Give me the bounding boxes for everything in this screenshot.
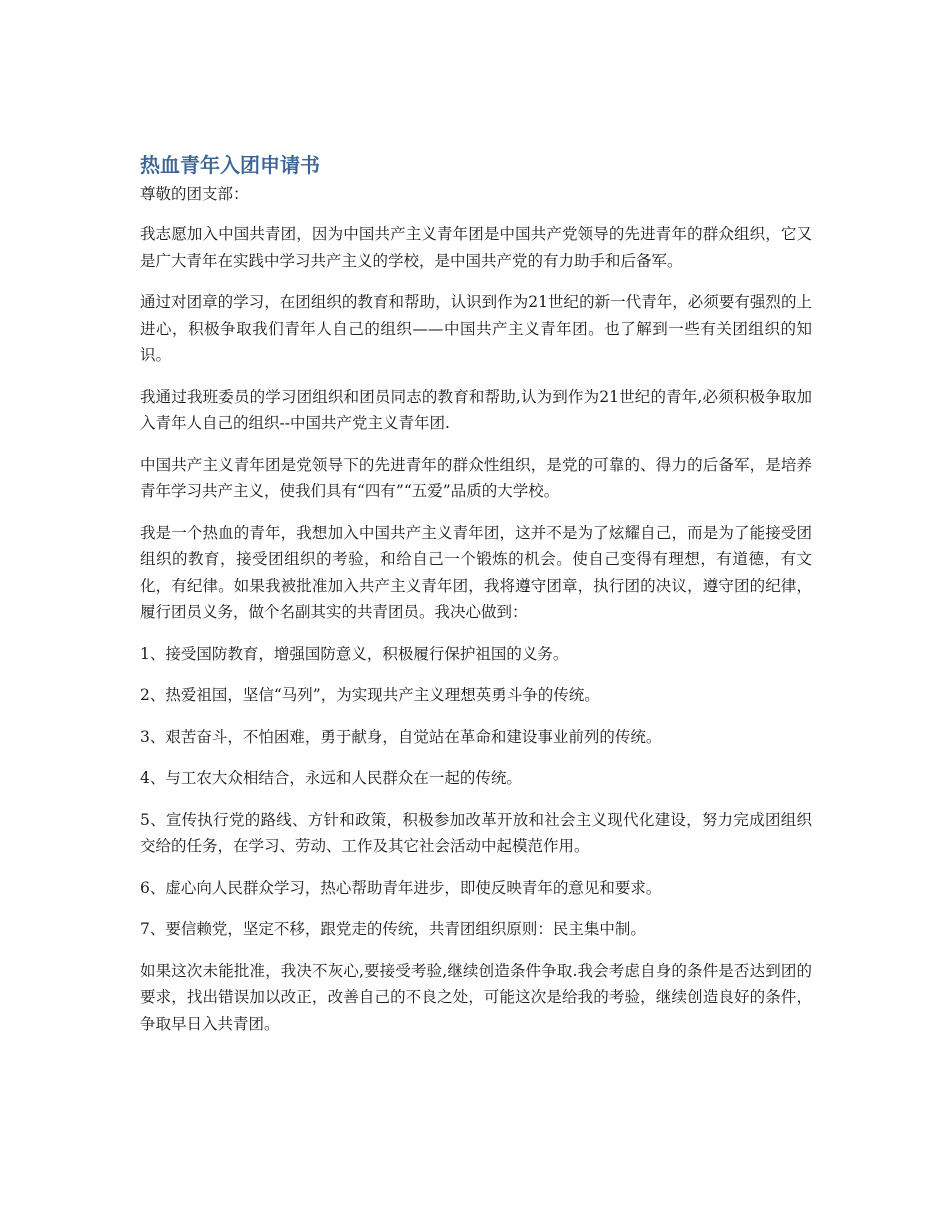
list-item-6: 6、虚心向人民群众学习，热心帮助青年进步，即使反映青年的意见和要求。 [140,878,662,897]
paragraph-study: 通过对团章的学习，在团组织的教育和帮助，认识到作为21世纪的新一代青年，必须要有强烈的上进心，积极争取我们青年人自己的组织——中国共产主义青年团。也了解到一些有关团组织的知识。 [140,293,812,364]
salutation: 尊敬的团支部： [140,185,249,203]
paragraph-intro: 我志愿加入中国共青团，因为中国共产主义青年团是中国共产党领导的先进青年的群众组织，它又是广大青年在实践中学习共产主义的学校，是中国共产党的有力助手和后备军。 [140,225,812,270]
document-title: 热血青年入团申请书 [140,153,320,177]
paragraph-closing: 如果这次未能批准，我决不灰心,要接受考验,继续创造条件争取.我会考虑自身的条件是否达到团的要求，找出错误加以改正，改善自己的不良之处，可能这次是给我的考验，继续创造良好的条件，争取早日入共青团。 [140,961,812,1033]
list-item-1: 1、接受国防教育，增强国防意义，积极履行保护祖国的义务。 [140,644,569,663]
list-item-3: 3、艰苦奋斗，不怕困难，勇于献身，自觉站在革命和建设事业前列的传统。 [140,727,662,746]
list-item-2: 2、热爱祖国，坚信“马列”，为实现共产主义理想英勇斗争的传统。 [140,686,600,704]
list-item-4: 4、与工农大众相结合，永远和人民群众在一起的传统。 [140,769,522,787]
paragraph-league-nature: 中国共产主义青年团是党领导下的先进青年的群众性组织，是党的可靠的、得力的后备军，是培养青年学习共产主义，使我们具有“四有”“五爱”品质的大学校。 [140,455,812,500]
document-body [140,151,812,1052]
paragraph-motivation: 我是一个热血的青年，我想加入中国共产主义青年团，这并不是为了炫耀自己，而是为了能接受团组织的教育，接受团组织的考验，和给自己一个锻炼的机会。使自己变得有理想，有道德，有文化，有纪律。如果我被批准加入共产主义青年团，我将遵守团章，执行团的决议，遵守团的纪律，履行团员义务，做个名副其实的共青团员。我决心做到： [140,523,812,621]
list-item-7: 7、要信赖党，坚定不移，跟党走的传统，共青团组织原则：民主集中制。 [140,920,646,938]
paragraph-class-committee: 我通过我班委员的学习团组织和团员同志的教育和帮助,认为到作为21世纪的青年,必须积极争取加入青年人自己的组织--中国共产党主义青年团. [140,387,812,432]
list-item-5: 5、宣传执行党的路线、方针和政策，积极参加改革开放和社会主义现代化建设，努力完成团组织交给的任务，在学习、劳动、工作及其它社会活动中起模范作用。 [140,810,812,855]
